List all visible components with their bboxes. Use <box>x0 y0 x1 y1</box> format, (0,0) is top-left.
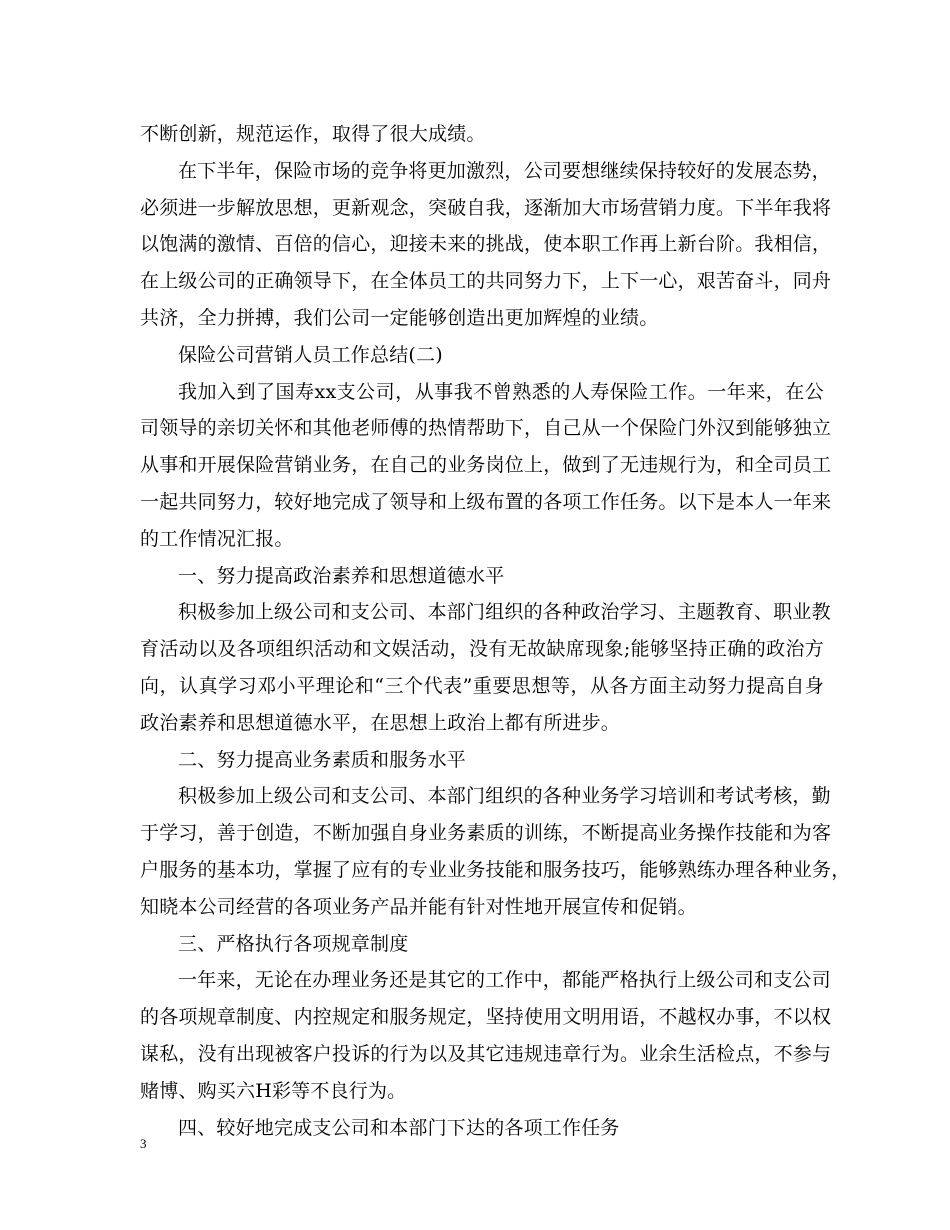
text-line: 向，认真学习邓小平理论和“三个代表”重要思想等，从各方面主动努力提高自身 <box>140 674 824 697</box>
text-line: 知晓本公司经营的各项业务产品并能有针对性地开展宣传和促销。 <box>140 895 697 918</box>
text-line: 二、努力提高业务素质和服务水平 <box>178 748 467 771</box>
text-line: 积极参加上级公司和支公司、本部门组织的各种业务学习培训和考试考核，勤 <box>178 785 831 808</box>
text-line: 的各项规章制度、内控规定和服务规定，坚持使用文明用语，不越权办事，不以权 <box>140 1006 832 1029</box>
text-line: 不断创新，规范运作，取得了很大成绩。 <box>140 123 486 145</box>
text-line: 的工作情况汇报。 <box>140 527 294 550</box>
text-line: 共济，全力拼搏，我们公司一定能够创造出更加辉煌的业绩。 <box>140 306 659 329</box>
text-line: 于学习，善于创造，不断加强自身业务素质的训练，不断提高业务操作技能和为客 <box>140 822 832 845</box>
text-line: 赌博、购买六H彩等不良行为。 <box>140 1079 407 1102</box>
text-line: 一、努力提高政治素养和思想道德水平 <box>178 564 505 587</box>
text-line: 一起共同努力，较好地完成了领导和上级布置的各项工作任务。以下是本人一年来 <box>140 490 832 513</box>
text-line: 保险公司营销人员工作总结(二) <box>178 343 443 366</box>
text-line: 积极参加上级公司和支公司、本部门组织的各种政治学习、主题教育、职业教 <box>178 601 831 624</box>
text-line: 我加入到了国寿xx支公司，从事我不曾熟悉的人寿保险工作。一年来，在公 <box>178 380 824 403</box>
text-line: 在上级公司的正确领导下，在全体员工的共同努力下，上下一心，艰苦奋斗，同舟 <box>140 270 832 293</box>
text-line: 一年来，无论在办理业务还是其它的工作中，都能严格执行上级公司和支公司 <box>178 969 831 992</box>
text-line: 四、较好地完成支公司和本部门下达的各项工作任务 <box>178 1116 620 1139</box>
page-number: 3 <box>140 1136 147 1151</box>
text-line: 三、严格执行各项规章制度 <box>178 932 409 955</box>
text-line: 育活动以及各项组织活动和文娱活动，没有无故缺席现象;能够坚持正确的政治方 <box>140 638 824 661</box>
text-line: 必须进一步解放思想，更新观念，突破自我，逐渐加大市场营销力度。下半年我将 <box>140 196 832 219</box>
text-line: 户服务的基本功，掌握了应有的专业业务技能和服务技巧，能够熟练办理各种业务， <box>140 858 851 881</box>
text-line: 政治素养和思想道德水平，在思想上政治上都有所进步。 <box>140 711 621 734</box>
text-line: 在下半年，保险市场的竞争将更加激烈，公司要想继续保持较好的发展态势， <box>178 159 831 182</box>
text-line: 司领导的亲切关怀和其他老师傅的热情帮助下，自己从一个保险门外汉到能够独立 <box>140 417 832 440</box>
text-line: 以饱满的激情、百倍的信心，迎接未来的挑战，使本职工作再上新台阶。我相信， <box>140 233 832 256</box>
document-body <box>140 116 851 1146</box>
text-line: 谋私，没有出现被客户投诉的行为以及其它违规违章行为。业余生活检点，不参与 <box>140 1042 832 1065</box>
text-line: 从事和开展保险营销业务，在自己的业务岗位上，做到了无违规行为，和全司员工 <box>140 454 832 477</box>
